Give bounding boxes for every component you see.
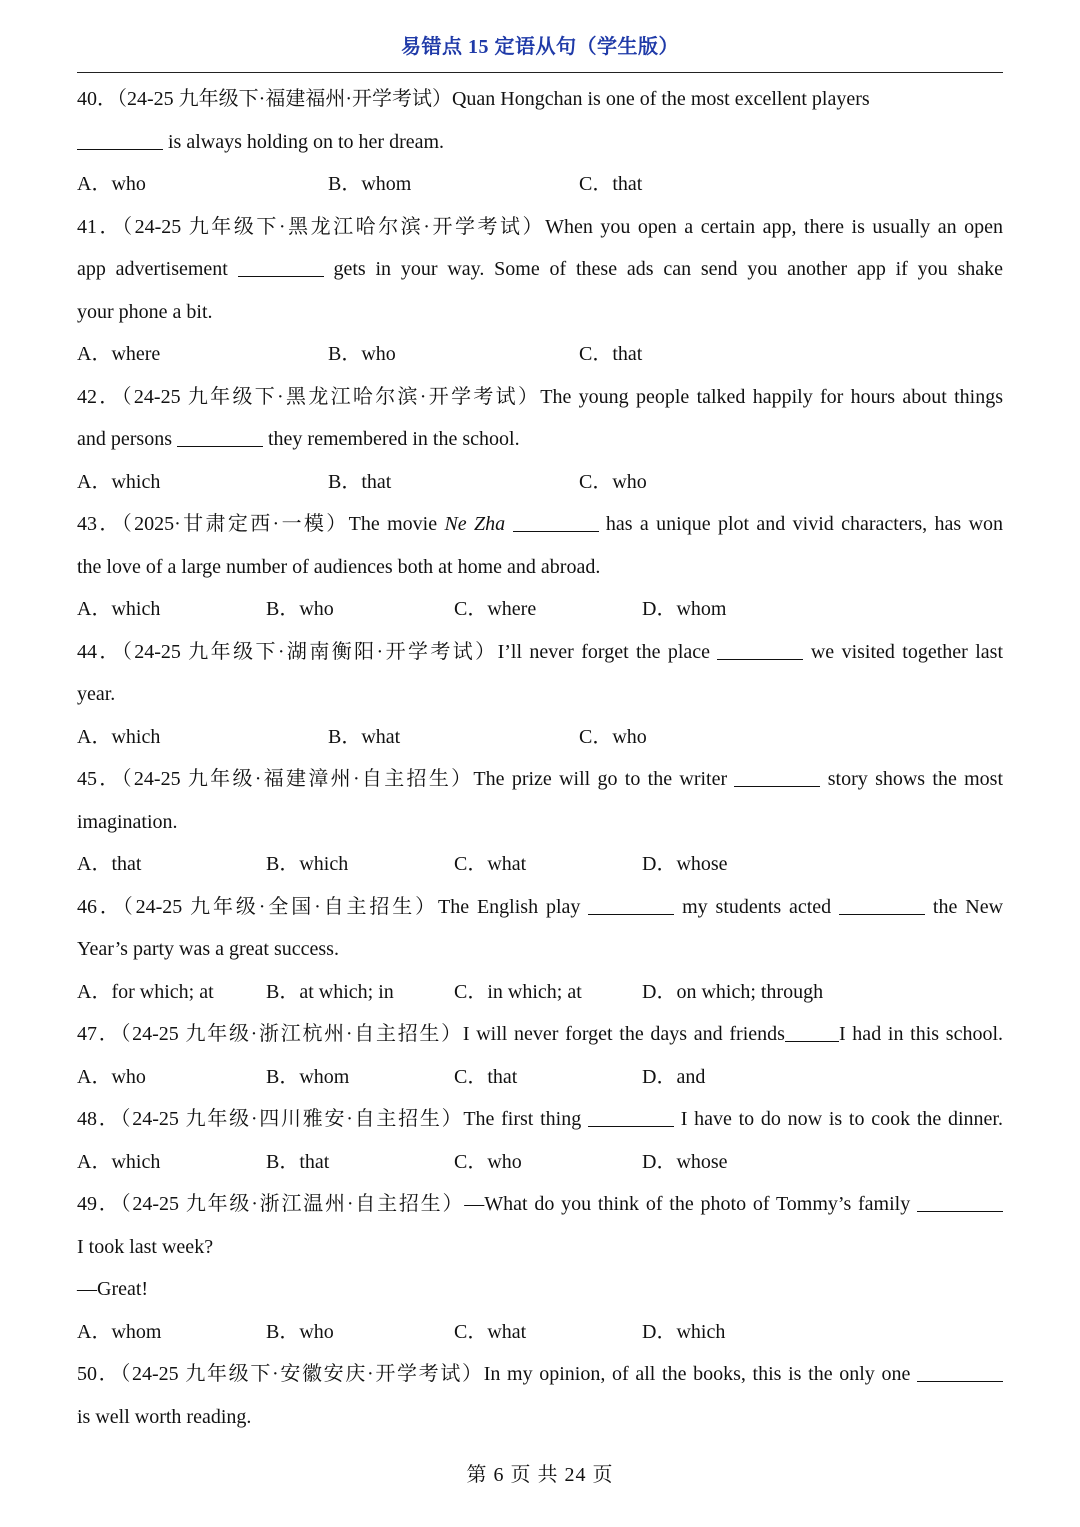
question-number: 43．: [77, 513, 122, 535]
answer-blank: [588, 1104, 674, 1127]
question-44-line-1: [77, 631, 1003, 674]
option-b[interactable]: B．who: [328, 343, 396, 365]
option-b[interactable]: B．at which; in: [266, 980, 394, 1003]
question-text: —Great!: [77, 1278, 149, 1300]
question-text: we visited together last: [803, 640, 1004, 663]
question-source: （24-25 九年级下·湖南衡阳·开学考试）: [121, 640, 498, 663]
answer-blank: [588, 892, 674, 915]
page-header-title: 易错点 15 定语从句（学生版）: [401, 36, 679, 58]
option-c[interactable]: C．that: [454, 1065, 518, 1088]
question-number: 47．: [77, 1023, 121, 1045]
question-text: I’ll never forget the place: [497, 640, 718, 663]
question-number: 41．: [77, 215, 123, 238]
option-c[interactable]: C．who: [579, 470, 647, 493]
question-text: is well worth reading.: [77, 1405, 252, 1428]
option-c[interactable]: C．who: [579, 725, 647, 748]
option-b[interactable]: B．who: [266, 1320, 334, 1343]
question-text: app advertisement: [77, 258, 238, 280]
question-41-line-2: [77, 248, 1003, 291]
option-d[interactable]: D．whose: [642, 853, 728, 875]
question-40-line-2: [77, 121, 1003, 164]
question-number: 50．: [77, 1363, 121, 1385]
option-b[interactable]: B．that: [328, 470, 392, 493]
answer-blank: [177, 424, 263, 447]
question-41-line-1: [77, 206, 1003, 249]
option-a[interactable]: A．which: [77, 1150, 161, 1173]
option-c[interactable]: C．where: [454, 598, 537, 620]
question-text: has a unique plot and vivid characters, has won: [598, 513, 1004, 535]
option-b[interactable]: B．that: [266, 1150, 330, 1173]
option-b[interactable]: B．whom: [266, 1065, 350, 1088]
question-43-line-1: [77, 503, 1003, 546]
question-number: 42．: [77, 385, 122, 408]
option-a[interactable]: A．whom: [77, 1320, 162, 1343]
question-text: The English play: [437, 895, 589, 918]
question-text: I took last week?: [77, 1235, 214, 1258]
answer-blank: [717, 637, 803, 660]
question-50-line-1: [77, 1353, 1003, 1396]
question-number: 45．: [77, 768, 122, 790]
question-source: （2025·甘肃定西·一模）: [121, 513, 349, 535]
question-47-options: [77, 1056, 1003, 1099]
answer-blank: [839, 892, 925, 915]
question-text: I have to do now is to cook the dinner.: [673, 1108, 1003, 1130]
question-text: When you open a certain app, there is usually an open: [545, 215, 1004, 238]
question-source: （24-25 九年级下·安徽安庆·开学考试）: [120, 1363, 484, 1385]
question-text: I will never forget the days and friends: [462, 1023, 785, 1045]
question-40-options: [77, 163, 1003, 206]
question-text: The prize will go to the writer: [473, 768, 735, 790]
question-40-line-1: [77, 78, 1003, 121]
option-d[interactable]: D．whose: [642, 1150, 728, 1173]
question-text: my students acted: [674, 895, 840, 918]
option-d[interactable]: D．whom: [642, 598, 727, 620]
answer-blank: [917, 1359, 1003, 1382]
question-42-options: [77, 461, 1003, 504]
option-c[interactable]: C．that: [579, 343, 643, 365]
question-45-options: [77, 843, 1003, 886]
question-text: —What do you think of the photo of Tommy’s family: [464, 1193, 918, 1215]
question-47-line-1: [77, 1013, 1003, 1056]
question-list: [77, 78, 1003, 1438]
option-b[interactable]: B．which: [266, 853, 349, 875]
header-divider: [77, 72, 1003, 73]
option-b[interactable]: B．what: [328, 725, 401, 748]
question-source: （24-25 九年级·四川雅安·自主招生）: [120, 1108, 464, 1130]
option-a[interactable]: A．which: [77, 598, 161, 620]
answer-blank: [77, 127, 163, 150]
question-number: 46．: [77, 895, 123, 918]
question-text: Year’s party was a great success.: [77, 938, 339, 960]
question-text: is always holding on to her dream.: [163, 130, 445, 153]
answer-blank: [785, 1019, 839, 1042]
question-50-line-2: [77, 1396, 1003, 1439]
question-source: （24-25 九年级·福建漳州·自主招生）: [121, 768, 474, 790]
question-text: they remembered in the school.: [262, 428, 520, 450]
question-number: 49．: [77, 1193, 121, 1215]
question-source: （24-25 九年级下·黑龙江哈尔滨·开学考试）: [122, 215, 546, 238]
answer-blank: [238, 254, 324, 277]
movie-title: Ne Zha: [444, 513, 506, 535]
option-a[interactable]: A．who: [77, 173, 146, 195]
question-49-line-3: [77, 1268, 1003, 1311]
question-text: In my opinion, of all the books, this is the only one: [483, 1363, 918, 1385]
question-44-line-2: [77, 673, 1003, 716]
question-text: I had in this school.: [838, 1023, 1004, 1045]
question-text: year.: [77, 683, 116, 705]
option-c[interactable]: C．what: [454, 1320, 527, 1343]
question-41-line-3: [77, 291, 1003, 334]
question-43-options: [77, 588, 1003, 631]
question-text: imagination.: [77, 810, 178, 833]
question-source: （24-25 九年级·浙江杭州·自主招生）: [120, 1023, 463, 1045]
question-48-options: [77, 1141, 1003, 1184]
option-a[interactable]: A．which: [77, 725, 161, 748]
question-41-options: [77, 333, 1003, 376]
option-a[interactable]: A．where: [77, 343, 161, 365]
option-b[interactable]: B．whom: [328, 173, 412, 195]
question-source: （24-25 九年级·全国·自主招生）: [122, 895, 438, 918]
question-text: the New: [925, 895, 1004, 918]
question-43-line-2: [77, 546, 1003, 589]
question-42-line-2: [77, 418, 1003, 461]
question-source: （24-25 九年级下·黑龙江哈尔滨·开学考试）: [121, 385, 541, 408]
option-a[interactable]: A．for which; at: [77, 980, 214, 1003]
option-c[interactable]: C．who: [454, 1150, 522, 1173]
question-source: （24-25 九年级·浙江温州·自主招生）: [120, 1193, 465, 1215]
option-a[interactable]: A．which: [77, 470, 161, 493]
option-c[interactable]: C．that: [579, 173, 643, 195]
question-49-line-1: [77, 1183, 1003, 1226]
answer-blank: [734, 764, 820, 787]
option-a[interactable]: A．who: [77, 1065, 146, 1088]
question-number: 48．: [77, 1108, 121, 1130]
question-text: gets in your way. Some of these ads can send you another app if you shake: [323, 258, 1003, 280]
question-text: your phone a bit.: [77, 300, 213, 323]
question-45-line-1: [77, 758, 1003, 801]
question-49-options: [77, 1311, 1003, 1354]
question-source: （24-25 九年级下·福建福州·开学考试）: [117, 88, 452, 110]
question-number: 40．: [77, 88, 117, 110]
question-46-line-1: [77, 886, 1003, 929]
question-text: The first thing: [463, 1108, 588, 1130]
answer-blank: [917, 1189, 1003, 1212]
question-text: story shows the most: [820, 768, 1004, 790]
question-46-line-2: [77, 928, 1003, 971]
question-text: The young people talked happily for hours about things: [540, 385, 1004, 408]
option-b[interactable]: B．who: [266, 598, 334, 620]
question-45-line-2: [77, 801, 1003, 844]
option-d[interactable]: D．on which; through: [642, 980, 824, 1003]
question-49-line-2: [77, 1226, 1003, 1269]
option-c[interactable]: C．in which; at: [454, 980, 582, 1003]
question-44-options: [77, 716, 1003, 759]
question-42-line-1: [77, 376, 1003, 419]
option-d[interactable]: D．and: [642, 1065, 706, 1088]
option-a[interactable]: A．that: [77, 853, 142, 875]
question-number: 44．: [77, 640, 122, 663]
question-text: the love of a large number of audiences both at home and abroad.: [77, 555, 601, 578]
answer-blank: [513, 509, 599, 532]
question-48-line-1: [77, 1098, 1003, 1141]
question-text: and persons: [77, 428, 177, 450]
option-c[interactable]: C．what: [454, 853, 527, 875]
question-text: Quan Hongchan is one of the most excellent players: [451, 88, 870, 110]
option-d[interactable]: D．which: [642, 1320, 726, 1343]
question-46-options: [77, 971, 1003, 1014]
question-text: The movie: [348, 513, 445, 535]
page-number-footer: 第 6 页 共 24 页: [466, 1464, 614, 1486]
